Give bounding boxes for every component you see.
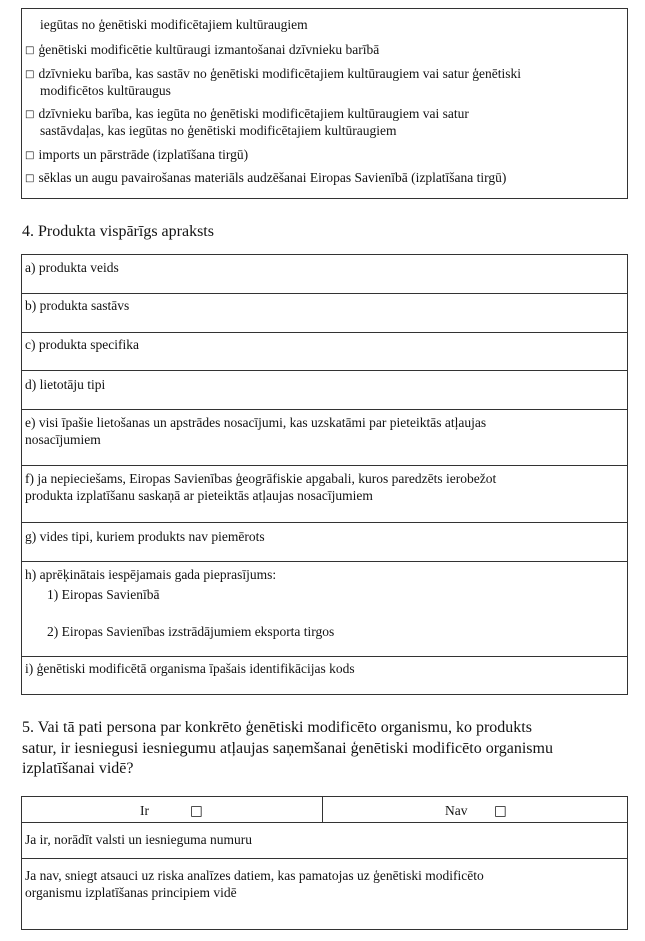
option-import-processing [25, 146, 248, 165]
if-yes-text: Ja ir, norādīt valsti un iesnieguma numuru [25, 832, 253, 847]
option-label: ģenētiski modificētie kultūraugi izmantošanai dzīvnieku barībā [38, 42, 380, 57]
no-cell [323, 797, 627, 822]
row-g-environments: g) vides tipi, kuriem produkts nav piemērots [25, 529, 265, 544]
option-label-cont: sastāvdaļas, kas iegūtas no ģenētiski modificētajiem kultūraugiem [40, 123, 397, 138]
yes-checkbox-icon[interactable]: □ [190, 803, 203, 819]
row-h-eu: 1) Eiropas Savienībā [47, 587, 160, 602]
checkbox-icon[interactable]: □ [25, 173, 35, 184]
section5-question-cont: izplatīšanai vidē? [22, 760, 134, 777]
checkbox-icon[interactable]: □ [25, 45, 35, 56]
section5-table [21, 796, 628, 930]
no-label: Nav [445, 803, 468, 818]
checkbox-icon[interactable]: □ [25, 69, 35, 80]
checkbox-icon[interactable]: □ [25, 109, 35, 120]
row-i [22, 656, 627, 695]
row-g [22, 522, 627, 562]
if-no-text: Ja nav, sniegt atsauci uz riska analīzes datiem, kas pamatojas uz ģenētiski modificēto [25, 868, 484, 883]
row-i-identifier: i) ģenētiski modificētā organisma īpašais identifikācijas kods [25, 661, 355, 676]
option-label: imports un pārstrāde (izplatīšana tirgū) [38, 147, 249, 162]
yes-no-row [22, 797, 627, 822]
row-e-conditions-cont: nosacījumiem [25, 432, 101, 447]
product-description-table [21, 254, 628, 695]
row-h [22, 561, 627, 657]
row-a-product-type: a) produkta veids [25, 260, 119, 275]
option-label: dzīvnieku barība, kas iegūta no ģenētiski modificētajiem kultūraugiem vai satur [38, 106, 469, 121]
row-d-user-types: d) lietotāju tipi [25, 377, 106, 392]
option-gm-crops-feed [25, 41, 379, 60]
row-b-composition: b) produkta sastāvs [25, 298, 130, 313]
section3-box [21, 8, 628, 199]
row-d [22, 370, 627, 410]
row-f-regions: f) ja nepieciešams, Eiropas Savienības ģeogrāfiskie apgabali, kuros paredzēts ierobežot [25, 471, 497, 486]
option-label: sēklas un augu pavairošanas materiāls audzēšanai Eiropas Savienībā (izplatīšana tirgū) [38, 170, 507, 185]
if-no-text-cont: organismu izplatīšanas principiem vidē [25, 885, 237, 900]
row-e [22, 409, 627, 466]
option-seeds-propagation [25, 169, 506, 188]
row-b [22, 293, 627, 333]
row-c-specifics: c) produkta specifika [25, 337, 139, 352]
no-checkbox-icon[interactable]: □ [494, 803, 507, 819]
section5-question-cont: satur, ir iesniegusi iesniegumu atļaujas saņemšanai ģenētiski modificēto organismu [22, 739, 553, 757]
option-label-cont: modificētos kultūraugus [40, 83, 171, 98]
row-h-export: 2) Eiropas Savienības izstrādājumiem eksporta tirgos [47, 624, 335, 639]
section5-question: 5. Vai tā pati persona par konkrēto ģenētiski modificēto organismu, ko produkts [22, 719, 532, 736]
yes-cell [22, 797, 323, 822]
option-label: dzīvnieku barība, kas sastāv no ģenētiski modificētajiem kultūraugiem vai satur ģenētiski [38, 66, 521, 81]
row-f-regions-cont: produkta izplatīšanu saskaņā ar pieteiktās atļaujas nosacījumiem [25, 488, 373, 503]
if-yes-row [22, 822, 627, 859]
section3-line-0: iegūtas no ģenētiski modificētajiem kultūraugiem [40, 17, 308, 32]
row-h-annual-demand: h) aprēķinātais iespējamais gada pieprasījums: [25, 567, 277, 582]
yes-label: Ir [140, 803, 149, 818]
if-no-row [22, 858, 627, 930]
row-e-conditions: e) visi īpašie lietošanas un apstrādes nosacījumi, kas uzskatāmi par pieteiktās atļaujas [25, 415, 487, 430]
row-c [22, 332, 627, 371]
row-f [22, 465, 627, 523]
checkbox-icon[interactable]: □ [25, 150, 35, 161]
section4-heading: 4. Produkta vispārīgs apraksts [22, 223, 214, 240]
